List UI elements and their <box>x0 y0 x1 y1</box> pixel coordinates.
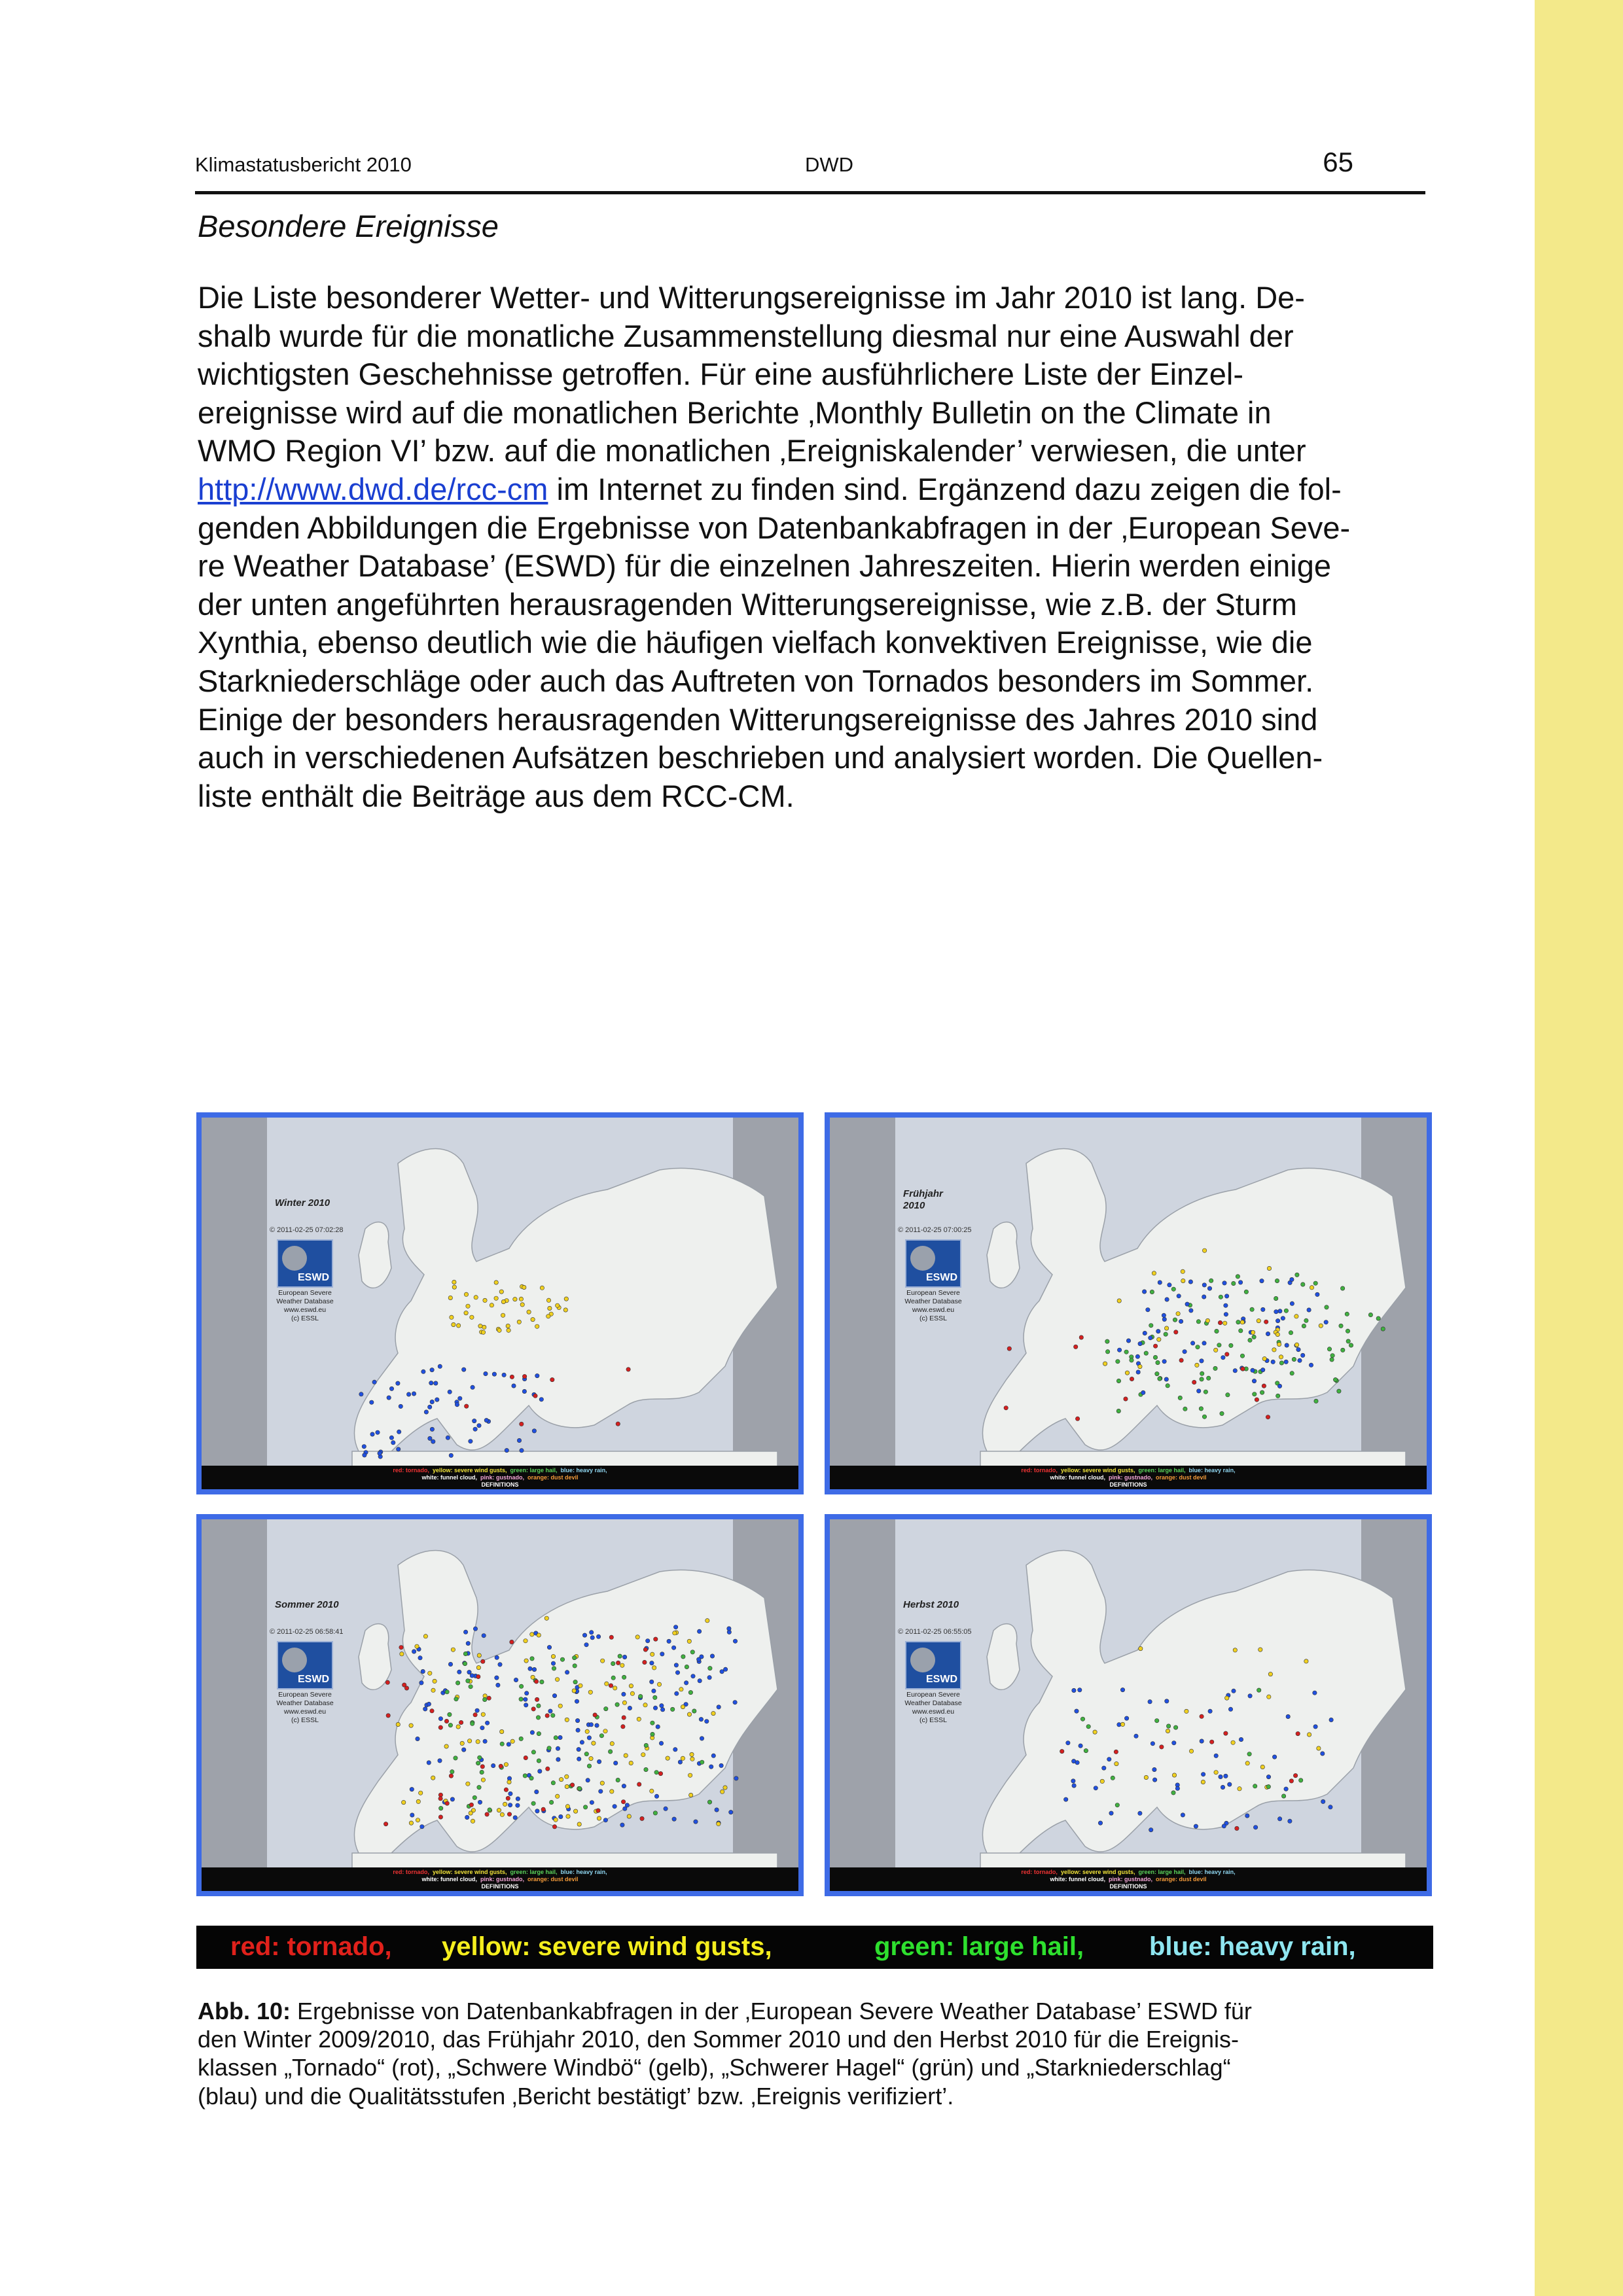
eswd-caption: European Severe Weather Database www.eswd.eu (c) ESSL <box>904 1691 962 1724</box>
caption-line: (blau) und die Qualitätsstufen ‚Bericht bestätigt’ bzw. ‚Ereignis verifiziert’. <box>198 2082 954 2110</box>
figure-caption <box>198 1997 1428 2110</box>
yellow-side-strip <box>1535 0 1623 2296</box>
body-line: ereignisse wird auf die monatlichen Berichte ‚Monthly Bulletin on the Climate in <box>198 395 1272 430</box>
eswd-logo: ESWD <box>905 1641 961 1689</box>
map-legend: red: tornado, yellow: severe wind gusts, green: large hail, blue: heavy rain, white: funnel cloud, pink: gustnado, orange: dust devil DEFINITIONS <box>830 1466 1427 1489</box>
map-season-label: Frühjahr 2010 <box>903 1188 943 1211</box>
body-line: der unten angeführten herausragenden Witterungsereignisse, wie z.B. der Sturm <box>198 586 1297 622</box>
legend-hail: green: large hail, <box>874 1932 1084 1961</box>
body-line: shalb wurde für die monatliche Zusammenstellung diesmal nur eine Auswahl der <box>198 318 1294 353</box>
map-legend: red: tornado, yellow: severe wind gusts, green: large hail, blue: heavy rain, white: funnel cloud, pink: gustnado, orange: dust devil DEFINITIONS <box>202 1466 798 1489</box>
globe-icon <box>282 1648 307 1672</box>
eswd-logo: ESWD <box>905 1239 961 1288</box>
map-panel-autumn <box>825 1514 1432 1896</box>
caption-line: Abb. 10: Ergebnisse von Datenbankabfragen in der ‚European Severe Weather Database’ ESWD für <box>198 1998 1252 2024</box>
eswd-logo: ESWD <box>277 1239 333 1288</box>
eswd-caption: European Severe Weather Database www.eswd.eu (c) ESSL <box>276 1691 334 1724</box>
body-line: genden Abbildungen die Ergebnisse von Datenbankabfragen in der ‚European Seve- <box>198 510 1351 545</box>
definitions-link[interactable]: DEFINITIONS <box>1109 1883 1147 1890</box>
body-line: auch in verschiedenen Aufsätzen beschrieben und analysiert worden. Die Quellen- <box>198 740 1323 775</box>
definitions-link[interactable]: DEFINITIONS <box>481 1481 519 1488</box>
map-date: © 2011-02-25 07:02:28 <box>270 1226 344 1234</box>
body-line: Starkniederschläge oder auch das Auftreten von Tornados besonders im Sommer. <box>198 663 1314 698</box>
map-season-label: Sommer 2010 <box>275 1599 339 1610</box>
body-paragraph <box>198 279 1429 815</box>
globe-icon <box>282 1246 307 1271</box>
map-panel-summer <box>196 1514 804 1896</box>
page-header <box>195 144 1425 194</box>
caption-line: den Winter 2009/2010, das Frühjahr 2010, den Sommer 2010 und den Herbst 2010 für die Ereignis- <box>198 2026 1239 2053</box>
body-line-with-link <box>198 470 1429 509</box>
caption-line: klassen „Tornado“ (rot), „Schwere Windbö“ (gelb), „Schwerer Hagel“ (grün) und „Starkniederschlag“ <box>198 2054 1231 2081</box>
rcc-cm-link[interactable]: http://www.dwd.de/rcc-cm <box>198 471 548 506</box>
map-date: © 2011-02-25 07:00:25 <box>898 1226 972 1234</box>
map-date: © 2011-02-25 06:58:41 <box>270 1628 344 1636</box>
definitions-link[interactable]: DEFINITIONS <box>481 1883 519 1890</box>
caption-label: Abb. 10: <box>198 1998 291 2024</box>
map-panel-spring <box>825 1112 1432 1494</box>
body-line: re Weather Database’ (ESWD) für die einzelnen Jahreszeiten. Hierin werden einige <box>198 548 1332 584</box>
map-season-label: Herbst 2010 <box>903 1599 959 1610</box>
eswd-caption: European Severe Weather Database www.eswd.eu (c) ESSL <box>904 1289 962 1322</box>
map-season-label: Winter 2010 <box>275 1197 330 1209</box>
body-line: wichtigsten Geschehnisse getroffen. Für eine ausführlichere Liste der Einzel- <box>198 357 1243 392</box>
body-line: Die Liste besonderer Wetter- und Witterungsereignisse im Jahr 2010 ist lang. De- <box>198 280 1305 315</box>
map-legend: red: tornado, yellow: severe wind gusts, green: large hail, blue: heavy rain, white: funnel cloud, pink: gustnado, orange: dust devil DEFINITIONS <box>830 1867 1427 1891</box>
body-line: WMO Region VI’ bzw. auf die monatlichen ‚Ereigniskalender’ verwiesen, die unter <box>198 433 1306 468</box>
body-line: Xynthia, ebenso deutlich wie die häufigen vielfach konvektiven Ereignisse, wie die <box>198 625 1313 660</box>
definitions-link[interactable]: DEFINITIONS <box>1109 1481 1147 1488</box>
globe-icon <box>910 1648 935 1672</box>
report-title: Klimastatusbericht 2010 <box>195 153 412 176</box>
body-line: Einige der besonders herausragenden Witterungsereignisse des Jahres 2010 sind <box>198 701 1318 737</box>
eswd-logo: ESWD <box>277 1641 333 1689</box>
eswd-map-grid <box>196 1112 1433 1896</box>
eswd-caption: European Severe Weather Database www.eswd.eu (c) ESSL <box>276 1289 334 1322</box>
body-line: liste enthält die Beiträge aus dem RCC-CM. <box>198 778 794 813</box>
legend-wind-gusts: yellow: severe wind gusts, <box>442 1932 772 1961</box>
figure-legend-bar <box>196 1926 1433 1969</box>
map-panel-winter <box>196 1112 804 1494</box>
section-title: Besondere Ereignisse <box>198 209 499 243</box>
globe-icon <box>910 1246 935 1271</box>
page-number: 65 <box>1323 147 1353 177</box>
publisher: DWD <box>805 153 854 176</box>
map-date: © 2011-02-25 06:55:05 <box>898 1628 972 1636</box>
legend-heavy-rain: blue: heavy rain, <box>1149 1932 1356 1961</box>
map-legend: red: tornado, yellow: severe wind gusts, green: large hail, blue: heavy rain, white: funnel cloud, pink: gustnado, orange: dust devil DEFINITIONS <box>202 1867 798 1891</box>
body-line-rest: im Internet zu finden sind. Ergänzend dazu zeigen die fol- <box>548 471 1342 506</box>
legend-tornado: red: tornado, <box>230 1932 392 1961</box>
